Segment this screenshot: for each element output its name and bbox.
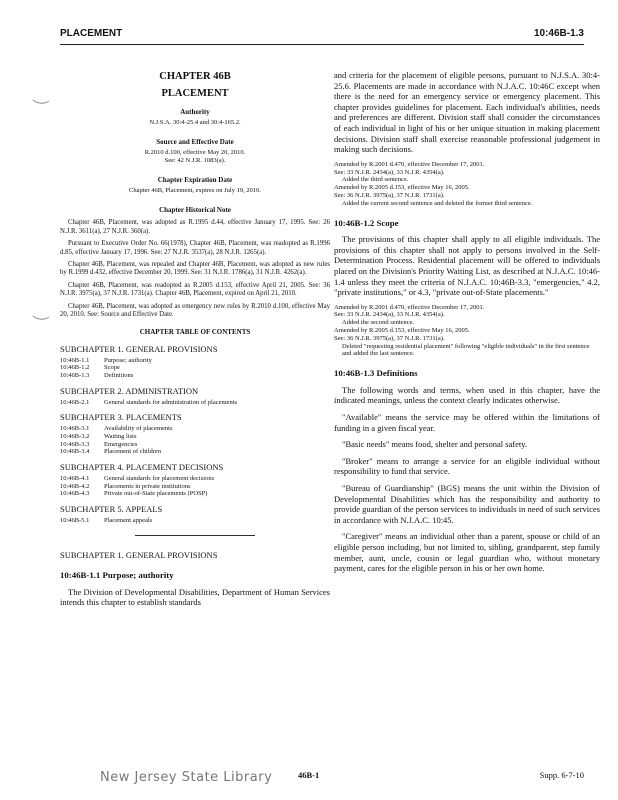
authority-text: N.J.S.A. 30:4-25.4 and 30:4-165.2. (149, 118, 241, 126)
expiration-text: Chapter 46B, Placement, expires on July 19, 2010. (129, 186, 261, 194)
page-number: 46B-1 (298, 770, 320, 780)
section-heading: 10:46B-1.3 Definitions (334, 368, 418, 379)
toc-subchapter: SUBCHAPTER 5. APPEALS (60, 504, 163, 515)
toc-item[interactable]: 10:46B-1.3 Definitions (60, 372, 134, 380)
toc-item[interactable]: 10:46B-3.4 Placement of children (60, 448, 162, 456)
source-line: R.2010 d.100, effective May 20, 2010. (144, 148, 246, 156)
toc-item[interactable]: 10:46B-1.1 Purpose; authority (60, 356, 152, 364)
subchapter-heading: SUBCHAPTER 1. GENERAL PROVISIONS (60, 549, 218, 560)
toc-item[interactable]: 10:46B-3.1 Availability of placements (60, 425, 173, 432)
chapter-number: CHAPTER 46B (159, 71, 231, 82)
expiration-heading: Chapter Expiration Date (157, 175, 233, 184)
supplement-date: Supp. 6-7-10 (539, 770, 584, 780)
definition: "Basic needs" means food, shelter and personal safety. (342, 439, 528, 450)
definition: "Bureau of Guardianship" (BGS) means the unit within the Division of Developmental Disabilities which has the responsibility and authority to provide guardian of the person services to individuals in need of such services in accordance with N.J.A.C. 10:45. (334, 483, 600, 525)
header-title: PLACEMENT (60, 28, 123, 39)
definition: "Available" means the service may be offered within the limitations of funding in a given fiscal year. (334, 412, 600, 433)
toc-subchapter: SUBCHAPTER 2. ADMINISTRATION (60, 386, 199, 397)
source-line: See: 42 N.J.R. 1083(a). (164, 156, 226, 164)
toc-item[interactable]: 10:46B-3.2 Waiting lists (60, 432, 137, 440)
authority-heading: Authority (180, 108, 210, 117)
amendment-note: Amended by R.2001 d.470, effective December 17, 2001. See: 33 N.J.R. 2434(a), 33 N.J.R. 4354(a). Added the second sentence. Amended by R.2005 d.153, effective May 16, 2005. See: 36 N.J.R. 3975(a), 37 N.J.R. 1731(a). Deleted "requesting residential placement" following "eligible individuals" in the first sentence and added the last sentence. (334, 303, 590, 358)
history-note: Chapter 46B, Placement, was repealed and Chapter 46B, Placement, was adopted as new rules by R.1999 d.432, effective December 20, 1999. See: 31 N.J.R. 1786(a), 31 N.J.R. 4262(a). (60, 261, 330, 277)
divider (135, 535, 255, 536)
toc-subchapter: SUBCHAPTER 1. GENERAL PROVISIONS (60, 344, 218, 355)
history-note: Pursuant to Executive Order No. 66(1978), Chapter 46B, Placement, was readopted as R.1996 d.85, effective January 17, 1996. See: 27 N.J.R. 3537(a), 28 N.J.R. 1265(a). (60, 240, 330, 256)
source-heading: Source and Effective Date (156, 137, 234, 146)
right-column (334, 70, 600, 580)
header-section: 10:46B-1.3 (533, 28, 584, 39)
definition: The following words and terms, when used in this chapter, have the indicated meanings, unless the context clearly indicates otherwise. (334, 384, 600, 406)
amendment-note: Amended by R.2001 d.470, effective December 17, 2001. See: 33 N.J.R. 2434(a), 33 N.J.R. 4354(a). Added the third sentence. Amended by R.2005 d.153, effective May 16, 2005. See: 36 N.J.R. 3975(a), 37 N.J.R. 1731(a). Added the current second sentence and deleted the former third sentence. (334, 160, 533, 207)
library-watermark: New Jersey State Library (100, 770, 273, 785)
history-notes (60, 219, 330, 319)
running-header (60, 26, 584, 45)
definition: "Broker" means to arrange a service for an eligible individual without responsibility to fund that service. (334, 455, 600, 477)
table-of-contents (60, 344, 330, 525)
section-heading: 10:46B-1.1 Purpose; authority (60, 570, 174, 581)
history-note: Chapter 46B, Placement, was adopted as R.1995 d.44, effective January 17, 1995. See: 26 N.J.R. 3611(a), 27 N.J.R. 360(a). (60, 219, 330, 235)
toc-item[interactable]: 10:46B-4.2 Placements in private institutions (60, 482, 191, 490)
toc-heading: CHAPTER TABLE OF CONTENTS (139, 328, 251, 337)
toc-subchapter: SUBCHAPTER 4. PLACEMENT DECISIONS (60, 462, 224, 473)
continued-text: and criteria for the placement of eligible persons, pursuant to N.J.S.A. 30:4-25.6. Placements are made in accordance with N.J.A.C. 10:46C except when there is the need for an emergency service or emergency placement. This chapter provides guidelines for placement. Each individual's abilities, needs and preferences are different. Division staff shall consider the circumstances of each individual in light of his or her unique situation in making placement decisions. Division staff shall exercise reasonable professional judgement in making such decisions. (334, 70, 600, 155)
section-text: The Division of Developmental Disabilities, Department of Human Services intends this chapter to establish standards (60, 586, 330, 608)
margin-mark (32, 314, 50, 322)
toc-subchapter: SUBCHAPTER 3. PLACEMENTS (60, 412, 182, 423)
toc-item[interactable]: 10:46B-1.2 Scope (60, 364, 120, 372)
toc-item[interactable]: 10:46B-4.3 Private out-of-State placements (POSP) (60, 490, 208, 498)
left-column (60, 70, 330, 614)
history-note: Chapter 46B, Placement, was readopted as R.2005 d.153, effective April 21, 2005. See: 36 N.J.R. 3975(a), 37 N.J.R. 1731(a). Chapter 46B, Placement, expired on April 21, 2010. (60, 281, 330, 298)
history-note: Chapter 46B, Placement, was adopted as emergency new rules by R.2010 d.100, effective May 20, 2010. See: Source and Effective Date. (60, 302, 330, 319)
toc-item[interactable]: 10:46B-4.1 General standards for placement decisions (60, 474, 215, 482)
section-heading: 10:46B-1.2 Scope (334, 217, 399, 228)
margin-mark (32, 98, 50, 106)
history-heading: Chapter Historical Note (159, 205, 231, 214)
toc-item[interactable]: 10:46B-5.1 Placement appeals (60, 516, 153, 524)
chapter-title: PLACEMENT (161, 87, 229, 99)
definition: "Caregiver" means an individual other than a parent, spouse or child of an eligible person including, but not limited to, sibling, grandparent, step family member, aunt, uncle, cousin or legal guardian who, without monetary payment, cares for the eligible person in his or her own home. (334, 531, 600, 574)
toc-item[interactable]: 10:46B-3.3 Emergencies (60, 440, 138, 448)
toc-item[interactable]: 10:46B-2.1 General standards for administration of placements (60, 398, 238, 406)
section-text: The provisions of this chapter shall apply to all eligible individuals. The provisions of this chapter shall not apply to persons involved in the Self-Determination Process. Residential placement will be offered to individuals placed on the Division's Priority Waiting List, as described at N.J.A.C. 10:46-1.4 unless they meet the criteria of N.J.A.C. 10:46B-3.3, "emergencies," 4.2, "private institutions," or 4.3, "private out-of-State placements." (334, 234, 600, 298)
